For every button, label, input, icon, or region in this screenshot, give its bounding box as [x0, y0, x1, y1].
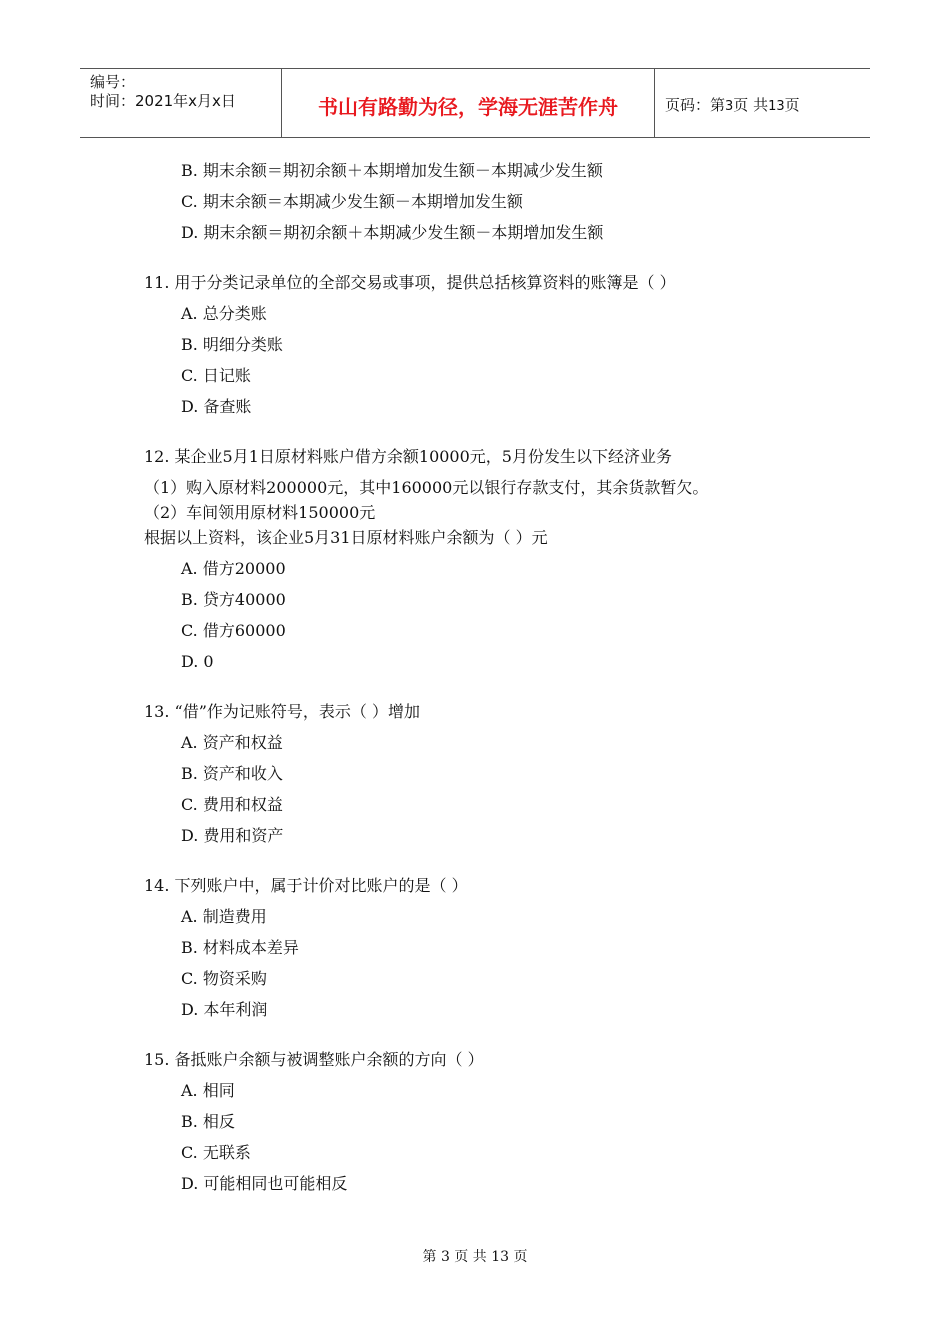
page-suffix: 页: [784, 96, 800, 114]
header-page-cell: [655, 69, 870, 137]
answer-option: A. 资产和权益: [181, 733, 283, 752]
answer-option: D. 备查账: [181, 397, 252, 416]
question-stem: 11. 用于分类记录单位的全部交易或事项，提供总括核算资料的账簿是（ ）: [144, 273, 676, 292]
motto: 书山有路勤为径，学海无涯苦作舟: [318, 95, 618, 119]
answer-option: C. 期末余额＝本期减少发生额－本期增加发生额: [181, 192, 523, 211]
answer-option: A. 相同: [181, 1081, 235, 1100]
answer-option: D. 0: [181, 652, 214, 671]
answer-option: A. 制造费用: [181, 907, 267, 926]
answer-option: D. 本年利润: [181, 1000, 268, 1019]
question-stem: 12. 某企业5月1日原材料账户借方余额10000元，5月份发生以下经济业务: [144, 447, 672, 466]
answer-option: B. 明细分类账: [181, 335, 283, 354]
page-total: 13: [768, 99, 785, 114]
question-stem: 13. “借”作为记账符号，表示（ ）增加: [144, 702, 420, 721]
answer-option: C. 物资采购: [181, 969, 267, 988]
question-text: （2）车间领用原材料150000元: [144, 503, 376, 522]
answer-option: D. 费用和资产: [181, 826, 284, 845]
page-header-table: [80, 68, 870, 138]
answer-option: C. 费用和权益: [181, 795, 283, 814]
header-meta-cell: [80, 69, 282, 137]
answer-option: C. 无联系: [181, 1143, 251, 1162]
page-mid: 页 共: [733, 96, 769, 114]
answer-option: A. 总分类账: [181, 304, 267, 323]
question-text: （1）购入原材料200000元，其中160000元以银行存款支付，其余货款暂欠。: [144, 478, 709, 497]
answer-option: B. 期末余额＝期初余额＋本期增加发生额－本期减少发生额: [181, 161, 603, 180]
header-motto-cell: [282, 69, 655, 137]
answer-option: A. 借方20000: [181, 559, 286, 578]
date-line: 时间：2021年x月x日: [90, 92, 236, 110]
answer-option: B. 材料成本差异: [181, 938, 299, 957]
question-text: 根据以上资料，该企业5月31日原材料账户余额为（ ）元: [144, 528, 548, 547]
question-stem: 15. 备抵账户余额与被调整账户余额的方向（ ）: [144, 1050, 484, 1069]
answer-option: B. 资产和收入: [181, 764, 283, 783]
question-stem: 14. 下列账户中，属于计价对比账户的是（ ）: [144, 876, 468, 895]
code-label: 编号：: [90, 73, 136, 91]
page-prefix: 页码：第: [665, 96, 726, 114]
answer-option: C. 借方60000: [181, 621, 286, 640]
page-footer: 第 3 页 共 13 页: [422, 1249, 528, 1265]
header-page-number: [665, 94, 800, 115]
answer-option: B. 贷方40000: [181, 590, 286, 609]
answer-option: B. 相反: [181, 1112, 235, 1131]
page-current: 3: [725, 99, 734, 114]
answer-option: C. 日记账: [181, 366, 251, 385]
answer-option: D. 可能相同也可能相反: [181, 1174, 348, 1193]
answer-option: D. 期末余额＝期初余额＋本期减少发生额－本期增加发生额: [181, 223, 604, 242]
